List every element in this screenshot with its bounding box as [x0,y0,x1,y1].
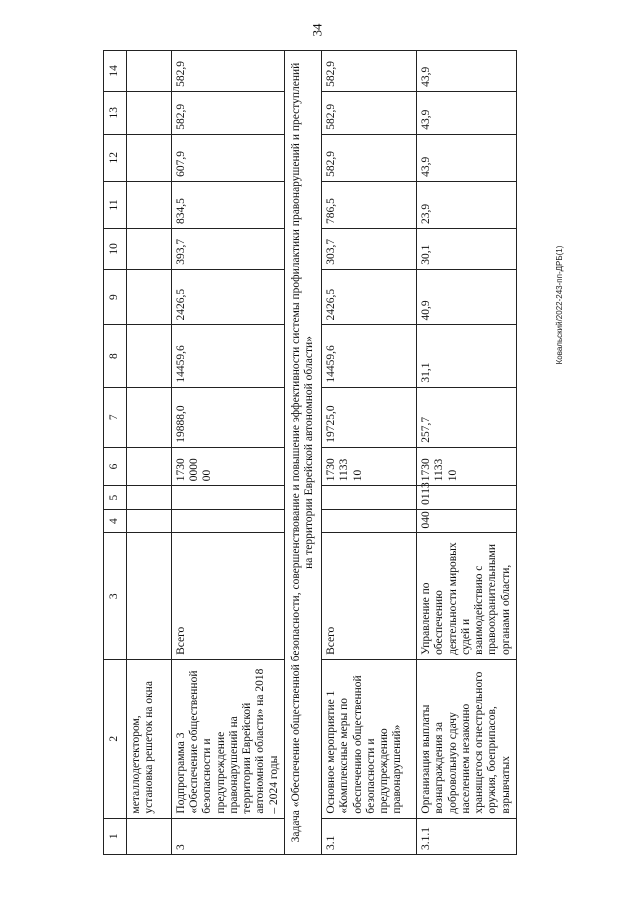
cell-csr: 1730 1133 10 [322,447,417,486]
cell-value: 14459,6 [172,325,285,387]
cell-grbs [172,509,285,533]
header-cell: 10 [104,229,127,270]
header-cell: 7 [104,387,127,447]
header-cell: 13 [104,91,127,134]
cell-number [127,818,172,854]
header-cell: 5 [104,486,127,510]
header-cell: 1 [104,818,127,854]
header-cell: 4 [104,509,127,533]
cell-value: 43,9 [417,91,517,134]
header-cell: 6 [104,447,127,486]
cell-number: 3.1 [322,818,417,854]
cell-value: 14459,6 [322,325,417,387]
cell-value [127,134,172,181]
cell-grbs [322,509,417,533]
budget-table [103,50,517,855]
header-cell: 8 [104,325,127,387]
cell-value: 2426,5 [172,269,285,325]
cell-value: 582,9 [172,51,285,92]
cell-csr [127,447,172,486]
cell-name: Основное мероприятие 1 «Комплексные меры по обеспечению общественной безопасности и предупреждению правонарушений» [322,659,417,818]
header-cell: 3 [104,533,127,659]
cell-value: 393,7 [172,229,285,270]
cell-name: Организация выплаты вознаграждения за добровольную сдачу населением незаконно хранящегося огнестрельного оружия, боеприпасов, взрывчатых [417,659,517,818]
table-row [172,51,285,855]
cell-value: 834,5 [172,181,285,228]
cell-name: Подпрограмма 3 «Обеспечение общественной безопасности и предупреждение правонарушений на территории Еврейской автономной области» на 2018 – 2024 годы [172,659,285,818]
cell-value: 582,9 [322,134,417,181]
cell-value [127,51,172,92]
cell-value: 582,9 [322,91,417,134]
cell-value: 30,1 [417,229,517,270]
cell-rzpr: 0113 [417,486,517,510]
cell-value [127,229,172,270]
cell-value: 43,9 [417,134,517,181]
header-cell: 11 [104,181,127,228]
cell-value: 23,9 [417,181,517,228]
cell-executor: Управление по обеспечению деятельности мировых судей и взаимодействию с правоохранительными органами области, [417,533,517,659]
header-cell: 12 [104,134,127,181]
table-row [417,51,517,855]
cell-value: 2426,5 [322,269,417,325]
cell-number: 3 [172,818,285,854]
header-cell: 9 [104,269,127,325]
cell-executor: Всего [322,533,417,659]
cell-value [127,387,172,447]
cell-value: 607,9 [172,134,285,181]
cell-rzpr [127,486,172,510]
cell-value: 43,9 [417,51,517,92]
cell-value [127,181,172,228]
header-cell: 2 [104,659,127,818]
cell-value: 582,9 [322,51,417,92]
cell-csr: 1730 0000 00 [172,447,285,486]
cell-rzpr [172,486,285,510]
cell-value: 786,5 [322,181,417,228]
cell-value: 31,1 [417,325,517,387]
header-row [104,51,127,855]
page-number: 34 [309,23,325,37]
document-watermark: Ковальский/2022-243-пп-ДРБ(1) [555,245,564,365]
cell-value [127,325,172,387]
cell-executor: Всего [172,533,285,659]
cell-grbs [127,509,172,533]
rotated-table-stage [103,50,598,855]
cell-value [127,269,172,325]
cell-executor [127,533,172,659]
cell-csr: 1730 1133 10 [417,447,517,486]
cell-value: 582,9 [172,91,285,134]
cell-number: 3.1.1 [417,818,517,854]
cell-value: 40,9 [417,269,517,325]
cell-value: 257,7 [417,387,517,447]
cell-value: 19888,0 [172,387,285,447]
table-row [127,51,172,855]
cell-value: 19725,0 [322,387,417,447]
header-cell: 14 [104,51,127,92]
cell-value: 303,7 [322,229,417,270]
cell-value [127,91,172,134]
task-row [284,51,321,855]
table-row [322,51,417,855]
task-description: Задача «Обеспечение общественной безопасности, совершенствование и повышение эффективности системы профилактики правонарушений и преступлений на территории Еврейской автономной области» [284,51,321,855]
cell-grbs: 040 [417,509,517,533]
cell-name: металлодетектором, установка решеток на окна [127,659,172,818]
cell-rzpr [322,486,417,510]
